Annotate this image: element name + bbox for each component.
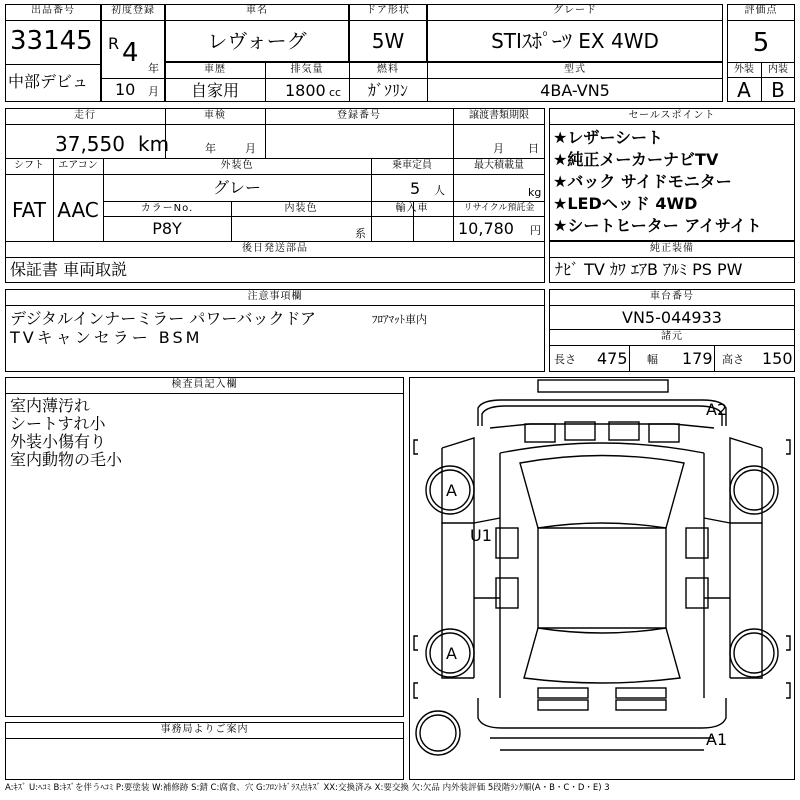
notes-line-1: デジタルインナーミラー パワーバックドア bbox=[10, 309, 317, 328]
history: 自家用 bbox=[190, 81, 239, 100]
import-label: 輸入車 bbox=[395, 203, 429, 214]
equipment-value: ﾅﾋﾞ TV ｶﾜ ｴｱB ｱﾙﾐ PS PW bbox=[555, 260, 743, 279]
car-name-label: 車名 bbox=[246, 5, 268, 16]
width-label: 幅 bbox=[647, 353, 658, 366]
inspector-line: 室内動物の毛小 bbox=[10, 450, 123, 469]
car-diagram bbox=[409, 377, 795, 780]
capacity: 5 bbox=[410, 179, 421, 198]
month-unit: 月 bbox=[148, 85, 159, 98]
width: 179 bbox=[682, 349, 713, 368]
month-value: 10 bbox=[115, 80, 136, 99]
grade-label: グレード bbox=[553, 5, 597, 16]
car-outline-svg bbox=[410, 378, 794, 779]
wheel-mark-front: A bbox=[446, 481, 457, 500]
model: 4BA-VN5 bbox=[540, 81, 610, 100]
first-reg-label: 初度登録 bbox=[111, 5, 155, 16]
legend-text: A:ｷｽﾞ U:ﾍｺﾐ B:ｷｽﾞを伴うﾍｺﾐ P:要塗装 W:補修跡 S:錆 C:腐食、穴 G:ﾌﾛﾝﾄｶﾞﾗｽ点ｷｽﾞ XX:交換済み X:要交換 欠:欠品 内外装評価 5段階ﾗﾝｸ順(A・B・C・D・E) 3 bbox=[5, 783, 610, 793]
interior-label: 内装 bbox=[768, 64, 788, 75]
color-no: P8Y bbox=[152, 219, 182, 238]
plate-label: 登録番号 bbox=[337, 110, 381, 121]
chassis-label: 車台番号 bbox=[650, 291, 694, 302]
later-parts: 保証書 車両取説 bbox=[10, 260, 128, 279]
sales-item: ★レザーシート bbox=[553, 128, 664, 147]
lot-label: 出品番号 bbox=[31, 5, 75, 16]
era: R bbox=[108, 34, 120, 53]
grade: STIｽﾎﾟｰﾂ EX 4WD bbox=[491, 29, 659, 53]
debut-note: 中部デビュ bbox=[8, 72, 89, 91]
office-label: 事務局よりご案内 bbox=[160, 724, 249, 735]
later-label: 後日発送部品 bbox=[242, 243, 308, 254]
car-name: レヴォーグ bbox=[207, 29, 307, 53]
notes-line-2: TVキャンセラー BSM bbox=[10, 328, 203, 347]
length-label: 長さ bbox=[554, 353, 576, 366]
exterior-label: 外装 bbox=[734, 64, 754, 75]
notes-label: 注意事項欄 bbox=[247, 291, 303, 302]
transfer-day-unit: 日 bbox=[528, 142, 539, 155]
height: 150 bbox=[762, 349, 793, 368]
damage-mark-a2: A2 bbox=[706, 400, 728, 419]
sales-item: ★純正メーカーナビTV bbox=[553, 150, 719, 169]
capacity-label: 乗車定員 bbox=[392, 160, 432, 171]
score: 5 bbox=[752, 28, 770, 58]
interior-color-label: 内装色 bbox=[284, 203, 318, 214]
year-value: 4 bbox=[122, 38, 139, 68]
sales-label: セールスポイント bbox=[628, 110, 716, 121]
damage-mark-u1: U1 bbox=[470, 526, 492, 545]
height-label: 高さ bbox=[722, 353, 744, 366]
mileage-unit: km bbox=[138, 132, 170, 156]
capacity-unit: 人 bbox=[434, 184, 445, 197]
displacement-label: 排気量 bbox=[290, 64, 324, 75]
ac-label: エアコン bbox=[58, 160, 98, 171]
model-label: 型式 bbox=[564, 64, 586, 75]
sales-item: ★バック サイドモニター bbox=[553, 172, 732, 191]
door-type: 5W bbox=[371, 29, 405, 53]
lot-number: 33145 bbox=[10, 26, 93, 56]
transfer-label: 譲渡書類期限 bbox=[469, 110, 529, 121]
ac: AAC bbox=[57, 198, 99, 222]
interior-color-unit: 系 bbox=[355, 227, 366, 240]
interior-grade: B bbox=[771, 78, 785, 102]
equipment-label: 純正装備 bbox=[650, 243, 694, 254]
recycle-label: リサイクル預託金 bbox=[463, 203, 535, 213]
shift: FAT bbox=[11, 198, 46, 222]
inspector-label: 検査員記入欄 bbox=[171, 379, 238, 390]
color: グレー bbox=[212, 178, 261, 197]
inspector-line: 室内薄汚れ bbox=[10, 396, 91, 415]
inspection-month-unit: 月 bbox=[245, 142, 256, 155]
displacement: 1800 bbox=[285, 81, 326, 100]
recycle-unit: 円 bbox=[530, 224, 541, 237]
wheel-mark-rear: A bbox=[446, 644, 457, 663]
chassis-number: VN5-044933 bbox=[622, 308, 722, 327]
year-unit: 年 bbox=[148, 62, 159, 75]
history-label: 車歴 bbox=[204, 64, 226, 75]
load-label: 最大積載量 bbox=[474, 160, 524, 171]
inspection-label: 車検 bbox=[204, 110, 226, 121]
mileage-label: 走行 bbox=[74, 110, 96, 121]
inspector-line: シートすれ小 bbox=[10, 414, 106, 433]
fuel: ｶﾞｿﾘﾝ bbox=[367, 81, 408, 100]
dims-label: 諸元 bbox=[661, 331, 683, 342]
load-unit: kg bbox=[528, 186, 542, 199]
color-no-label: カラーNo. bbox=[140, 203, 194, 214]
color-label: 外装色 bbox=[220, 160, 254, 171]
inspector-line: 外装小傷有り bbox=[10, 432, 107, 451]
shift-label: シフト bbox=[14, 160, 44, 171]
length: 475 bbox=[597, 349, 628, 368]
displacement-unit: cc bbox=[329, 86, 342, 99]
mileage: 37,550 bbox=[55, 132, 125, 156]
notes-line-1-small: ﾌﾛｱﾏｯﾄ車内 bbox=[372, 313, 427, 326]
score-label: 評価点 bbox=[744, 5, 778, 16]
damage-mark-a1: A1 bbox=[706, 730, 728, 749]
inspection-year-unit: 年 bbox=[205, 142, 216, 155]
sales-item: ★LEDヘッド 4WD bbox=[553, 194, 698, 213]
transfer-month-unit: 月 bbox=[493, 142, 504, 155]
sales-item: ★シートヒーター アイサイト bbox=[553, 216, 762, 235]
fuel-label: 燃料 bbox=[377, 64, 399, 75]
exterior-grade: A bbox=[737, 78, 751, 102]
recycle: 10,780 bbox=[458, 219, 514, 238]
door-label: ドア形状 bbox=[366, 5, 410, 16]
